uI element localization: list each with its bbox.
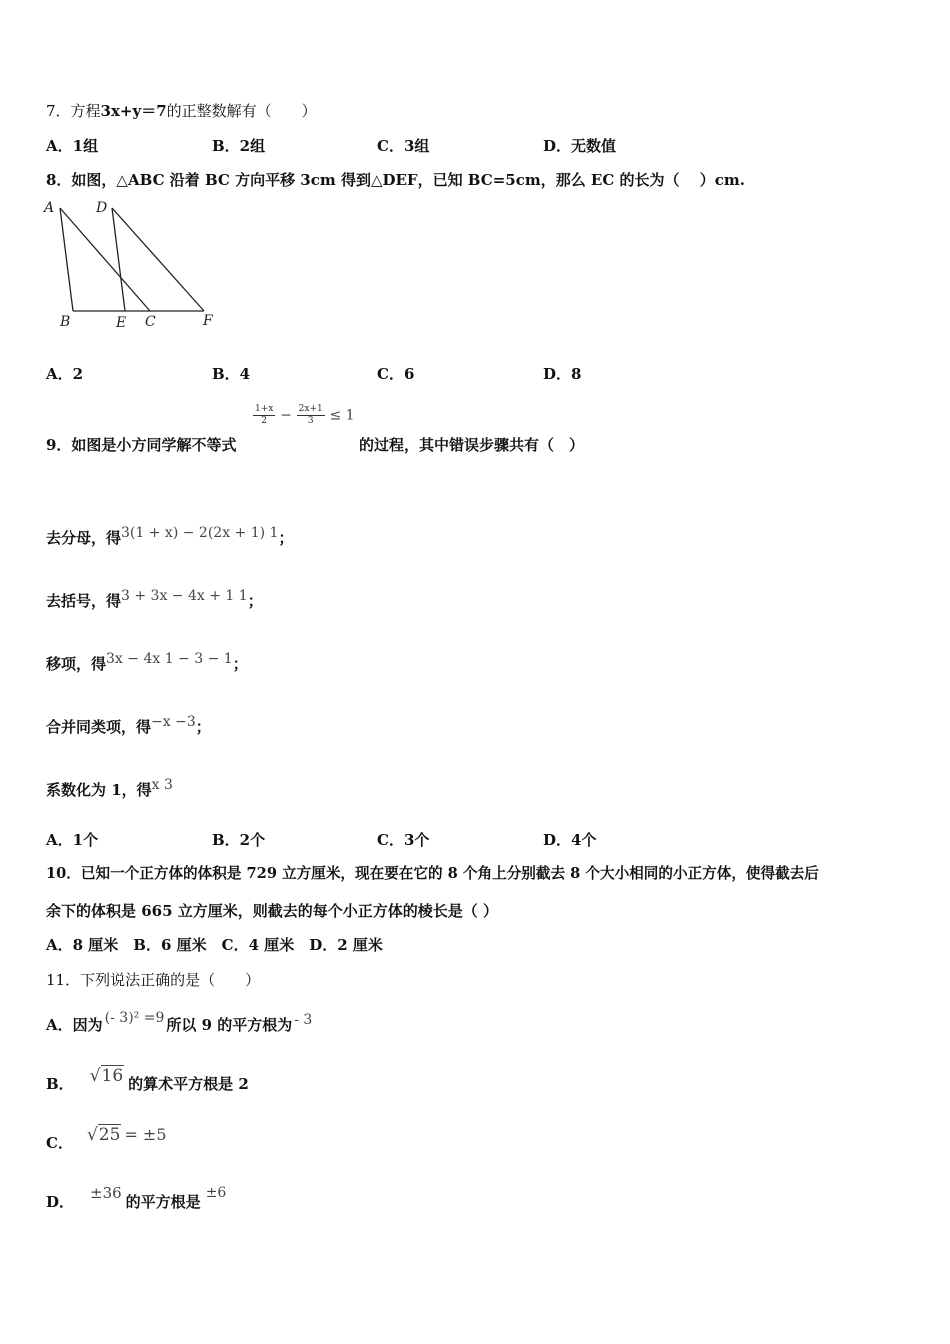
q11-d-expr: ±36 [90, 1184, 122, 1202]
q11-option-d: D． ±36 的平方根是 ±6 [46, 1184, 227, 1211]
q8-option-c: C．6 [377, 365, 415, 383]
q8-segment-ac [60, 208, 150, 311]
q11-b-sqrt: √16 [89, 1066, 124, 1086]
q9-step-1: 去分母，得3(1 + x) − 2(2x + 1) 1； [46, 525, 294, 547]
q9-fraction-1: $\frac{1+x}{2}$ [255, 404, 274, 426]
q9-step-5-expr: x 3 [151, 777, 173, 793]
q8-option-b: B．4 [212, 365, 251, 383]
q8-segment-ab [60, 208, 73, 311]
q9-step-3: 移项，得3x − 4x 1 − 3 − 1； [46, 651, 248, 673]
q7-stem-prefix: 7．方程 [46, 102, 101, 120]
q8-option-d: D．8 [543, 365, 582, 383]
q8-label-c: C [145, 314, 156, 330]
q7-option-a: A．1组 [46, 137, 99, 155]
q9-stem-suffix: 的过程，其中错误步骤共有（ ） [359, 436, 585, 454]
q9-step-4-expr: −x −3 [151, 714, 196, 730]
q9-step-2-expr: 3 + 3x − 4x + 1 1 [121, 588, 248, 604]
q7-option-b: B．2组 [212, 137, 266, 155]
q8-option-a: A．2 [46, 365, 84, 383]
q10-stem-line2: 余下的体积是 665 立方厘米，则截去的每个小正方体的棱长是（ ） [46, 902, 498, 920]
q9-stem-prefix: 9．如图是小方同学解不等式 [46, 436, 237, 454]
q7-option-c: C．3组 [377, 137, 430, 155]
q8-label-a: A [44, 200, 55, 216]
q11-c-rhs: = ±5 [124, 1125, 167, 1144]
q7-stem-suffix: 的正整数解有（ ） [166, 102, 317, 120]
q7-option-d: D．无数值 [543, 137, 617, 155]
q11-a-value: - 3 [294, 1012, 313, 1028]
q10-stem-line1: 10．已知一个正方体的体积是 729 立方厘米，现在要在它的 8 个角上分别截去 8 个大小相同的小正方体，使得截去后 [46, 865, 819, 882]
q9-step-2: 去括号，得3 + 3x − 4x + 1 1； [46, 588, 263, 610]
q8-label-f: F [203, 313, 213, 329]
q8-label-e: E [116, 315, 127, 331]
q8-label-b: B [60, 314, 71, 330]
q10-options: A．8 厘米 B．6 厘米 C．4 厘米 D．2 厘米 [46, 936, 383, 954]
q11-a-expr: (- 3)² =9 [104, 1010, 165, 1026]
q11-c-sqrt: √25 [86, 1125, 121, 1145]
q9-option-c: C．3个 [377, 831, 430, 849]
q11-option-a: A．因为 (- 3)² =9 所以 9 的平方根为 - 3 [46, 1010, 313, 1034]
q9-option-d: D．4个 [543, 831, 597, 849]
q9-step-3-expr: 3x − 4x 1 − 3 − 1 [106, 651, 233, 667]
q9-option-a: A．1个 [46, 831, 99, 849]
q9-step-1-expr: 3(1 + x) − 2(2x + 1) 1 [121, 525, 279, 541]
q8-label-d: D [96, 200, 108, 216]
q9-fraction-2: $\frac{2x+1}{3}$ [298, 404, 323, 426]
q9-inequality: $\frac{1+x}{2}$ − $\frac{2x+1}{3}$ ≤ 1 [255, 404, 355, 426]
q8-segment-df [112, 208, 204, 311]
q9-step-4: 合并同类项，得−x −3； [46, 714, 211, 736]
q8-figure [40, 198, 230, 338]
q11-option-b: B． √16 的算术平方根是 2 [46, 1066, 249, 1093]
q9-option-b: B．2个 [212, 831, 266, 849]
q8-segment-de [112, 208, 125, 311]
q8-stem: 8．如图，△ABC 沿着 BC 方向平移 3cm 得到△DEF，已知 BC=5cm，那么 EC 的长为（ ）cm. [46, 171, 745, 189]
q11-d-value: ±6 [205, 1185, 227, 1201]
q11-option-c: C． √25 = ±5 [46, 1125, 167, 1152]
q7-stem [46, 101, 317, 121]
q9-step-5: 系数化为 1，得x 3 [46, 777, 173, 799]
q11-stem: 11．下列说法正确的是（ ） [46, 971, 261, 989]
q7-equation: 3x+y＝7 [100, 102, 167, 120]
